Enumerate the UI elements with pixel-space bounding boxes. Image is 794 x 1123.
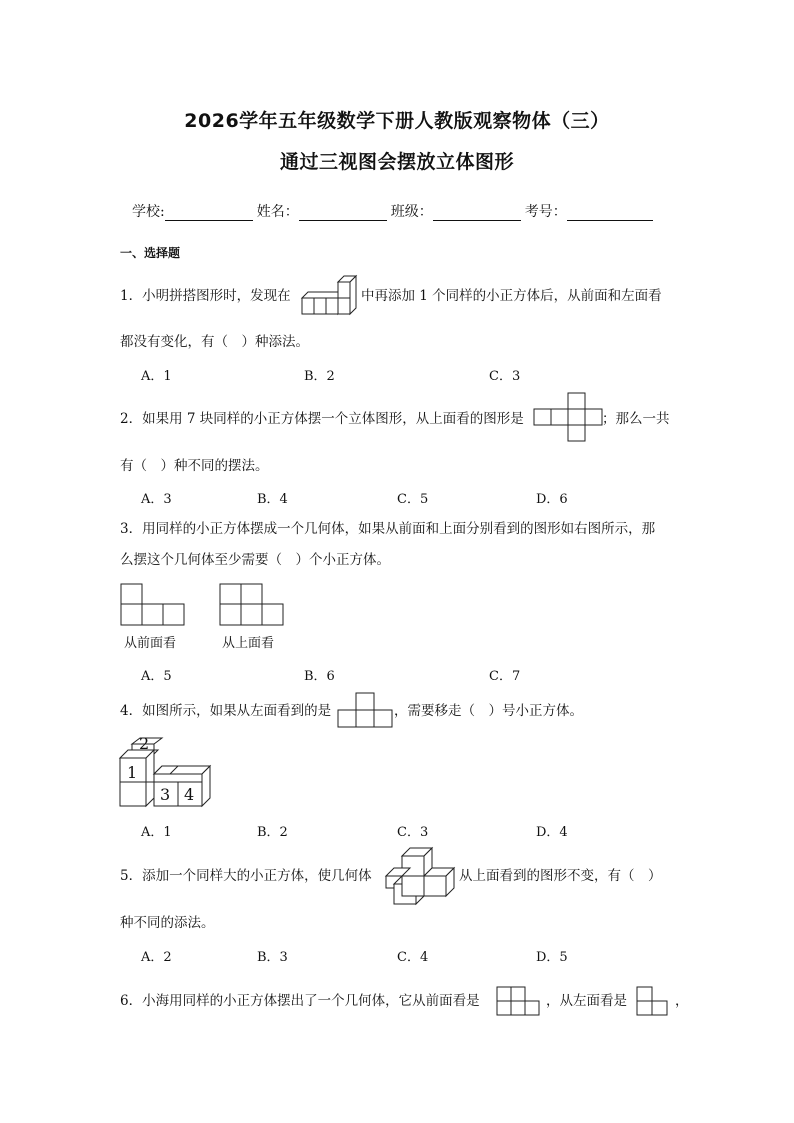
q5-option-b[interactable]: B．3: [257, 950, 288, 965]
class-field[interactable]: [433, 204, 521, 221]
name-label: 姓名：: [256, 204, 299, 220]
q1-text-2: 中再添加 1 个同样的小正方体后，从前面和左面看: [361, 288, 662, 304]
q2-text-2: ；那么一共: [602, 411, 670, 427]
q2-top-view-figure: [534, 392, 602, 442]
q2-option-a[interactable]: A．3: [141, 492, 172, 507]
q3-option-a[interactable]: A．5: [141, 669, 172, 684]
q3-text-2: 么摆这个几何体至少需要（ ）个小正方体。: [120, 552, 390, 568]
q1-text-3: 都没有变化，有（ ）种添法。: [120, 334, 309, 350]
q4-label-3: 3: [160, 785, 171, 804]
q2-option-b[interactable]: B．4: [257, 492, 288, 507]
q5-text-1: 5．添加一个同样大的小正方体，使几何体: [120, 868, 372, 884]
q2-text-1: 2．如果用 7 块同样的小正方体摆一个立体图形，从上面看的图形是: [120, 411, 524, 427]
q2-text-3: 有（ ）种不同的摆法。: [120, 458, 269, 474]
q6-text-1: 6．小海用同样的小正方体摆出了一个几何体，它从前面看是: [120, 993, 480, 1009]
school-label: 学校:: [132, 204, 165, 220]
q3-front-view-figure: [121, 584, 184, 626]
q5-cube-figure: [382, 846, 458, 906]
class-label: 班级：: [390, 204, 433, 220]
q5-option-c[interactable]: C．4: [397, 950, 429, 965]
q6-text-2: ，从左面看是: [546, 993, 627, 1009]
q4-option-c[interactable]: C．3: [397, 825, 429, 840]
q2-option-c[interactable]: C．5: [397, 492, 429, 507]
q5-option-d[interactable]: D．5: [536, 950, 568, 965]
q5-option-a[interactable]: A．2: [141, 950, 172, 965]
q5-text-2: 从上面看到的图形不变，有（ ）: [459, 868, 662, 884]
q6-left-view-figure: [636, 986, 670, 1016]
student-info-row: [132, 201, 657, 221]
q4-option-b[interactable]: B．2: [257, 825, 288, 840]
q1-cube-figure: [300, 276, 360, 316]
q4-option-a[interactable]: A．1: [141, 825, 172, 840]
q1-text-1: 1．小明拼搭图形时，发现在: [120, 288, 291, 304]
q4-option-d[interactable]: D．4: [536, 825, 568, 840]
page-title: 2026学年五年级数学下册人教版观察物体（三）: [184, 110, 610, 132]
q4-label-4: 4: [184, 785, 195, 804]
page-subtitle: 通过三视图会摆放立体图形: [279, 151, 514, 173]
q1-option-a[interactable]: A．1: [141, 369, 172, 384]
q3-option-c[interactable]: C．7: [489, 669, 521, 684]
q5-text-3: 种不同的添法。: [120, 915, 215, 931]
q4-label-1: 1: [127, 763, 138, 782]
q3-top-view-figure: [220, 584, 283, 626]
q4-label-2: 2: [139, 734, 150, 753]
q3-front-caption: 从前面看: [124, 636, 177, 651]
q2-option-d[interactable]: D．6: [536, 492, 568, 507]
q3-option-b[interactable]: B．6: [304, 669, 335, 684]
q4-text-2: ，需要移走（ ）号小正方体。: [394, 703, 583, 719]
school-field[interactable]: [165, 204, 253, 221]
q3-text-1: 3．用同样的小正方体摆成一个几何体，如果从前面和上面分别看到的图形如右图所示，那: [120, 521, 656, 537]
q6-front-view-figure: [496, 986, 542, 1016]
q3-top-caption: 从上面看: [222, 636, 275, 651]
number-label: 考号：: [524, 204, 567, 220]
q4-left-view-figure: [338, 692, 392, 728]
q4-text-1: 4．如图所示，如果从左面看到的是: [120, 703, 332, 719]
name-field[interactable]: [299, 204, 387, 221]
q4-cube-figure: [118, 734, 214, 808]
q6-text-3: ，: [675, 993, 689, 1009]
section-heading: 一、选择题: [120, 246, 181, 260]
number-field[interactable]: [567, 204, 653, 221]
q1-option-c[interactable]: C．3: [489, 369, 521, 384]
q1-option-b[interactable]: B．2: [304, 369, 335, 384]
